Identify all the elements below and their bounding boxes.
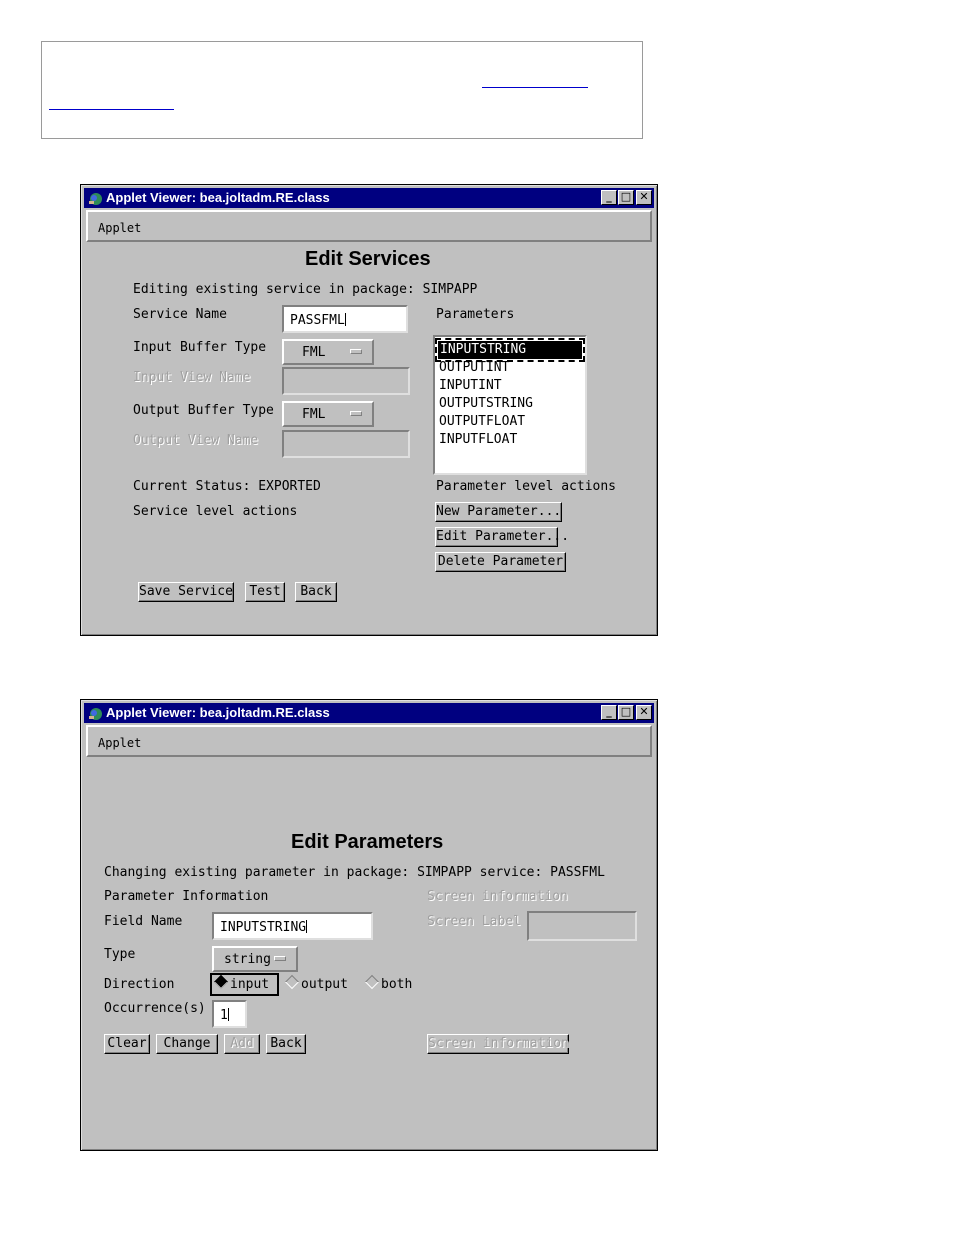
minimize-icon[interactable]: _	[601, 705, 617, 720]
service-name-input[interactable]: PASSFML	[282, 305, 408, 333]
field-name-label: Field Name	[104, 914, 183, 929]
screen-label-input[interactable]	[527, 911, 637, 941]
output-buffer-type-label: Output Buffer Type	[133, 403, 274, 418]
text-cursor	[345, 313, 346, 326]
maximize-icon[interactable]: □	[618, 705, 634, 720]
subtitle: Editing existing service in package: SIMPAPP	[133, 282, 478, 297]
clear-button[interactable]: Clear	[104, 1034, 150, 1054]
close-icon[interactable]: ✕	[636, 705, 652, 720]
screen-label-label: Screen Label	[427, 914, 521, 929]
input-view-name-input[interactable]	[282, 367, 410, 395]
add-button[interactable]: Add	[224, 1034, 260, 1054]
back-button[interactable]: Back	[266, 1034, 306, 1054]
window-title: Applet Viewer: bea.joltadm.RE.class	[106, 190, 330, 205]
parameter-actions-label: Parameter level actions	[436, 479, 617, 494]
type-label: Type	[104, 947, 136, 962]
radio-icon	[285, 975, 299, 989]
minimize-icon[interactable]: _	[601, 190, 617, 205]
dropdown-indicator-icon	[350, 349, 362, 354]
delete-parameter-button[interactable]: Delete Parameter	[435, 552, 566, 572]
list-item[interactable]: INPUTFLOAT	[439, 432, 518, 447]
edit-parameter-button[interactable]: Edit Parameter...	[435, 527, 558, 547]
note-box	[41, 41, 643, 139]
menu-applet[interactable]: Applet	[98, 221, 142, 235]
output-view-name-input[interactable]	[282, 430, 410, 458]
new-parameter-button[interactable]: New Parameter...	[435, 502, 562, 522]
list-item[interactable]: OUTPUTINT	[439, 360, 510, 375]
change-button[interactable]: Change	[156, 1034, 218, 1054]
test-button[interactable]: Test	[245, 582, 285, 602]
text-cursor	[228, 1008, 229, 1021]
edit-parameters-window	[80, 699, 658, 1151]
direction-radio-input[interactable]: input	[210, 973, 279, 996]
screen-information-label: Screen information	[427, 889, 568, 904]
title-bar[interactable]	[84, 703, 654, 723]
menu-bar	[86, 210, 652, 242]
direction-radio-both[interactable]: both	[365, 977, 412, 992]
direction-radio-output[interactable]: output	[285, 977, 348, 992]
screen-information-button[interactable]: Screen information	[427, 1034, 569, 1054]
hyperlink-underline-continued[interactable]	[49, 108, 174, 110]
status-text: Current Status: EXPORTED	[133, 479, 321, 494]
service-actions-label: Service level actions	[133, 504, 298, 519]
radio-selected-icon	[214, 975, 228, 989]
page-title: Edit Parameters	[291, 831, 444, 853]
list-item[interactable]: OUTPUTSTRING	[439, 396, 533, 411]
input-buffer-type-label: Input Buffer Type	[133, 340, 267, 355]
java-applet-icon	[87, 705, 103, 721]
parameters-label: Parameters	[436, 307, 515, 322]
output-buffer-type-select[interactable]: FML	[282, 401, 374, 427]
maximize-icon[interactable]: □	[618, 190, 634, 205]
menu-bar	[86, 725, 652, 757]
java-applet-icon	[87, 190, 103, 206]
subtitle: Changing existing parameter in package: SIMPAPP service: PASSFML	[104, 865, 605, 880]
input-view-name-label: Input View Name	[133, 370, 251, 385]
occurrence-label: Occurrence(s)	[104, 1001, 206, 1016]
radio-icon	[365, 975, 379, 989]
text-cursor	[306, 920, 307, 933]
list-item[interactable]: OUTPUTFLOAT	[439, 414, 526, 429]
window-title: Applet Viewer: bea.joltadm.RE.class	[106, 705, 330, 720]
list-item[interactable]: INPUTSTRING	[438, 341, 582, 359]
save-service-button[interactable]: Save Service	[138, 582, 234, 602]
parameters-list[interactable]	[433, 335, 587, 475]
direction-label: Direction	[104, 977, 175, 992]
dropdown-indicator-icon	[350, 411, 362, 416]
output-view-name-label: Output View Name	[133, 433, 259, 448]
type-select[interactable]: string	[212, 946, 298, 972]
close-icon[interactable]: ✕	[636, 190, 652, 205]
input-buffer-type-select[interactable]: FML	[282, 339, 374, 365]
parameter-information-label: Parameter Information	[104, 889, 269, 904]
title-bar[interactable]	[84, 188, 654, 208]
hyperlink-underline[interactable]	[482, 86, 588, 88]
list-item[interactable]: INPUTINT	[439, 378, 502, 393]
field-name-input[interactable]: INPUTSTRING	[212, 912, 373, 940]
back-button[interactable]: Back	[295, 582, 337, 602]
edit-services-window	[80, 184, 658, 636]
service-name-label: Service Name	[133, 307, 227, 322]
dropdown-indicator-icon	[274, 956, 286, 961]
page-title: Edit Services	[305, 248, 431, 270]
menu-applet[interactable]: Applet	[98, 736, 142, 750]
occurrence-input[interactable]: 1	[212, 1000, 247, 1028]
